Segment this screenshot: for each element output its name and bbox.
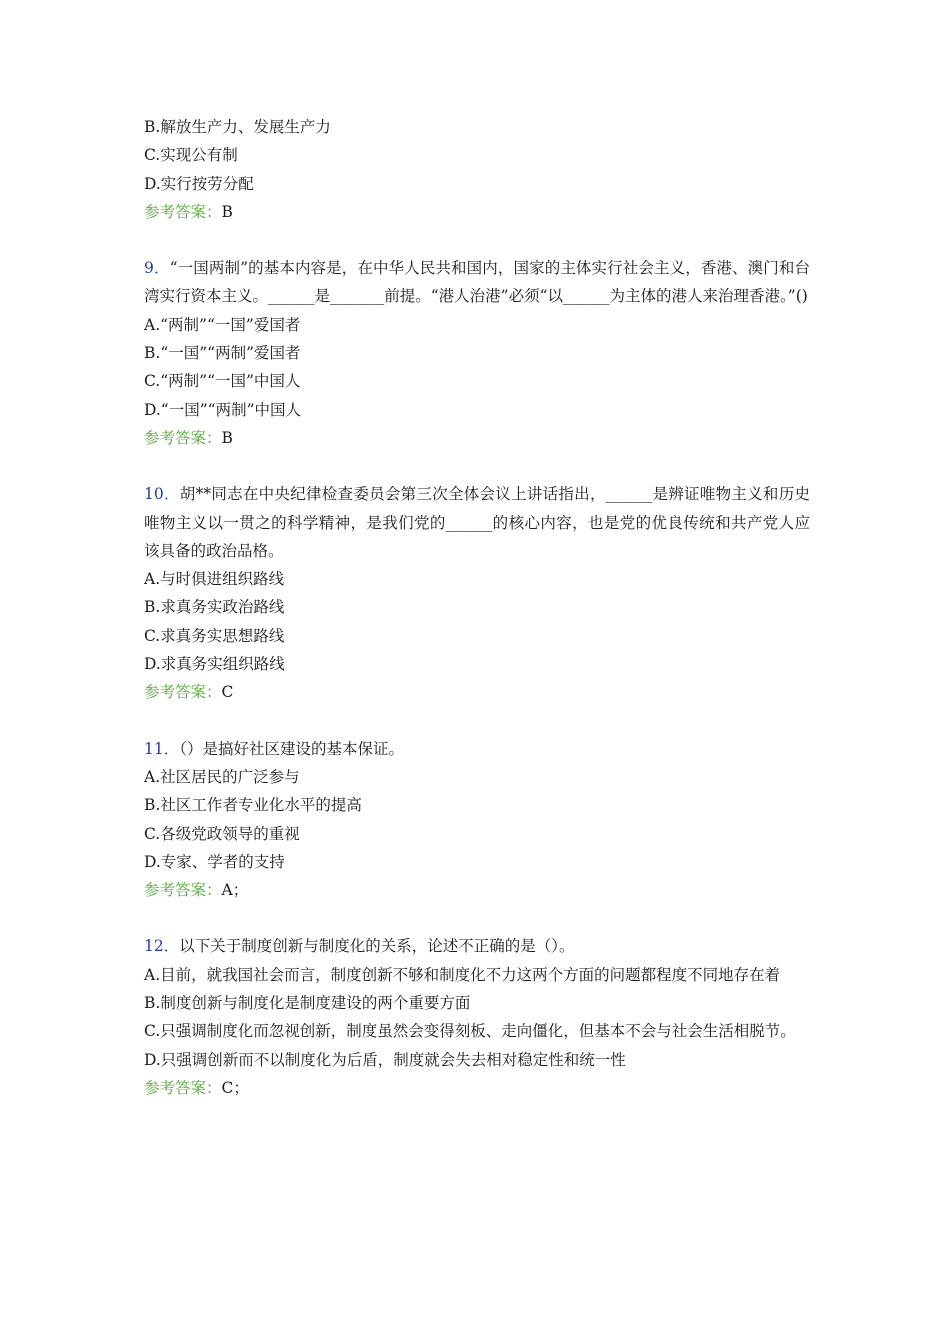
answer-label: 参考答案： bbox=[144, 202, 222, 221]
option-d: D.专家、学者的支持 bbox=[144, 852, 285, 871]
answer-label: 参考答案： bbox=[144, 428, 222, 447]
question-stem bbox=[144, 735, 810, 763]
answer-value: B bbox=[221, 428, 233, 447]
question-number: 10． bbox=[144, 485, 180, 504]
option-d: D.只强调创新而不以制度化为后盾，制度就会失去相对稳定性和统一性 bbox=[144, 1050, 626, 1069]
reference-answer bbox=[144, 678, 810, 706]
option-b: B.制度创新与制度化是制度建设的两个重要方面 bbox=[144, 994, 471, 1013]
question-8-block bbox=[144, 113, 810, 226]
answer-value: C； bbox=[221, 1078, 249, 1097]
answer-label: 参考答案： bbox=[144, 683, 222, 702]
option-d: D.实行按劳分配 bbox=[144, 174, 254, 193]
option-b: B.求真务实政治路线 bbox=[144, 598, 285, 617]
option-a: A.“两制”“一国”爱国者 bbox=[144, 315, 301, 334]
option-c: C.求真务实思想路线 bbox=[144, 626, 285, 645]
question-12-block bbox=[144, 932, 810, 1102]
option-a: A.与时俱进组织路线 bbox=[144, 570, 285, 589]
option-a: A.社区居民的广泛参与 bbox=[144, 767, 300, 786]
option-c: C.各级党政领导的重视 bbox=[144, 824, 300, 843]
reference-answer bbox=[144, 424, 810, 452]
option-b: B.“一国”“两制”爱国者 bbox=[144, 344, 301, 363]
answer-value: A； bbox=[221, 881, 249, 900]
answer-label: 参考答案： bbox=[144, 1078, 222, 1097]
question-stem bbox=[144, 254, 810, 311]
answer-label: 参考答案： bbox=[144, 881, 222, 900]
question-number: 9． bbox=[144, 259, 170, 278]
question-10-block bbox=[144, 480, 810, 706]
option-b: B.社区工作者专业化水平的提高 bbox=[144, 796, 362, 815]
question-text: 以下关于制度创新与制度化的关系，论述不正确的是（）。 bbox=[179, 937, 575, 956]
question-text: 胡**同志在中央纪律检查委员会第三次全体会议上讲话指出，______是辨证唯物主义和历史唯物主义以一贯之的科学精神，是我们党的______的核心内容，也是党的优良传统和共产党人应该具备的政治品格。 bbox=[144, 485, 810, 560]
reference-answer bbox=[144, 198, 810, 226]
reference-answer bbox=[144, 1074, 810, 1102]
question-number: 11． bbox=[144, 739, 180, 758]
question-stem bbox=[144, 480, 810, 565]
option-d: D.求真务实组织路线 bbox=[144, 655, 285, 674]
option-a: A.目前，就我国社会而言，制度创新不够和制度化不力这两个方面的问题都程度不同地存在着 bbox=[144, 965, 781, 984]
answer-value: C bbox=[221, 683, 234, 702]
question-stem bbox=[144, 932, 810, 960]
question-11-block bbox=[144, 735, 810, 905]
question-text: “一国两制”的基本内容是，在中华人民共和国内，国家的主体实行社会主义，香港、澳门和台湾实行资本主义。______是_______前提。“港人治港”必须“以______为主体的港人来治理香港。”() bbox=[144, 259, 810, 306]
answer-value: B bbox=[221, 202, 233, 221]
question-number: 12． bbox=[144, 937, 180, 956]
question-9-block bbox=[144, 254, 810, 452]
question-text: （）是搞好社区建设的基本保证。 bbox=[179, 739, 404, 758]
option-c: C.实现公有制 bbox=[144, 146, 238, 165]
reference-answer bbox=[144, 876, 810, 904]
option-c: C.只强调制度化而忽视创新，制度虽然会变得刻板、走向僵化，但基本不会与社会生活相脱节。 bbox=[144, 1022, 796, 1041]
option-d: D.“一国”“两制”中国人 bbox=[144, 400, 301, 419]
document-page bbox=[144, 113, 810, 1102]
option-b: B.解放生产力、发展生产力 bbox=[144, 118, 331, 136]
option-c: C.“两制”“一国”中国人 bbox=[144, 372, 301, 391]
